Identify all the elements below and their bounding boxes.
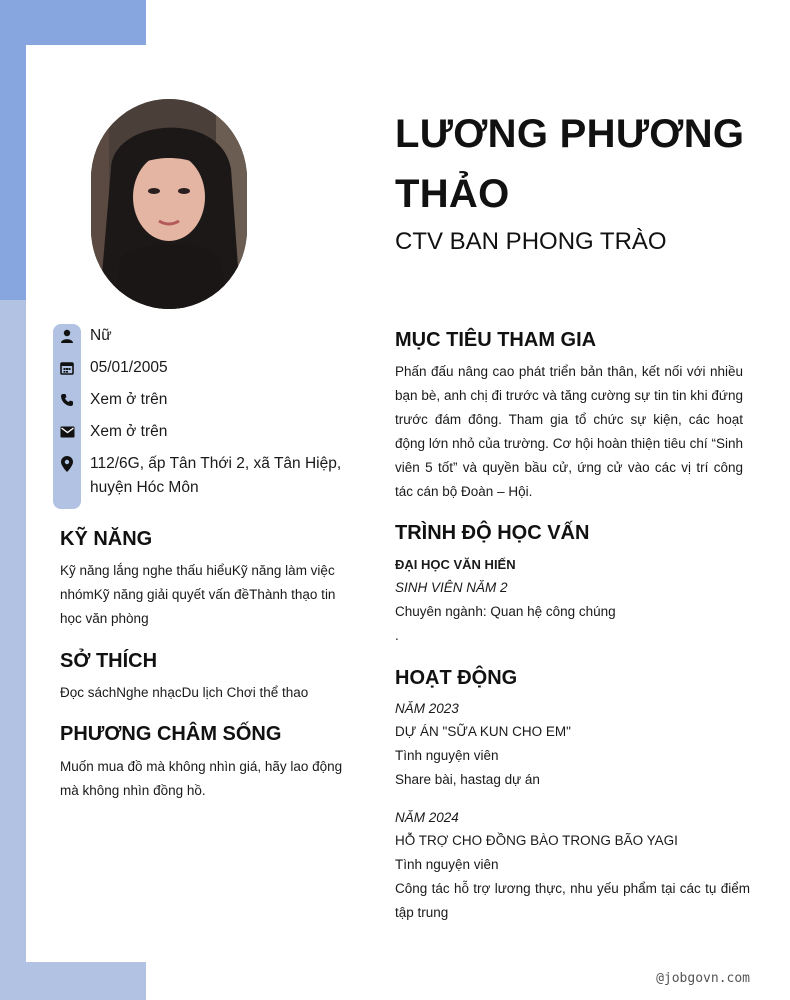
motto-title: PHƯƠNG CHÂM SỐNG [60, 723, 282, 745]
profile-photo [91, 99, 247, 309]
user-icon [58, 324, 76, 348]
phone-icon [58, 388, 76, 412]
calendar-icon [58, 356, 76, 380]
contact-email: Xem ở trên [58, 420, 360, 444]
activities-title: HOẠT ĐỘNG [395, 667, 518, 689]
contact-phone: Xem ở trên [58, 388, 360, 412]
activity-name: HỖ TRỢ CHO ĐỒNG BÀO TRONG BÃO YAGI [395, 833, 678, 848]
contact-gender: Nữ [58, 324, 360, 348]
education-school: ĐẠI HỌC VĂN HIẾN [395, 557, 516, 572]
activity-position: Tình nguyện viên [395, 857, 499, 872]
education-year: SINH VIÊN NĂM 2 [395, 580, 508, 595]
activity-year: NĂM 2024 [395, 810, 459, 825]
skills-text: Kỹ năng lắng nghe thấu hiểuKỹ năng làm việc nhómKỹ năng giải quyết vấn đềThành thạo tin học văn phòng [60, 563, 336, 626]
contact-birthday: 05/01/2005 [58, 356, 360, 380]
motto-text: Muốn mua đồ mà không nhìn giá, hãy lao động mà không nhìn đồng hồ. [60, 759, 343, 798]
activity-position: Tình nguyện viên [395, 748, 499, 763]
activity-name: DỰ ÁN "SỮA KUN CHO EM" [395, 724, 571, 739]
mail-icon [58, 420, 76, 444]
activity-description: Share bài, hastag dự án [395, 772, 540, 787]
education-major: Chuyên ngành: Quan hệ công chúng [395, 604, 616, 619]
candidate-role: CTV BAN PHONG TRÀO [395, 228, 667, 255]
hobbies-title: SỞ THÍCH [60, 650, 158, 672]
hobbies-text: Đọc sáchNghe nhạcDu lịch Chơi thể thao [60, 685, 309, 700]
contact-address: 112/6G, ấp Tân Thới 2, xã Tân Hiệp, huyện Hóc Môn [58, 452, 360, 500]
education-note: . [395, 628, 399, 643]
education-title: TRÌNH ĐỘ HỌC VẤN [395, 522, 590, 544]
activity-year: NĂM 2023 [395, 701, 459, 716]
footer-watermark: @jobgovn.com [656, 971, 750, 986]
skills-title: KỸ NĂNG [60, 528, 153, 550]
objective-title: MỤC TIÊU THAM GIA [395, 329, 597, 351]
candidate-name: LƯƠNG PHƯƠNG THẢO [395, 112, 745, 216]
objective-text: Phấn đấu nâng cao phát triển bản thân, kết nối với nhiều bạn bè, anh chị đi trước và tăng cường sự tin tin khi đứng trước đám đông. Tham gia tổ chức sự kiện, các hoạt động lớn nhỏ của trường. Cơ hội hoàn thiện tiêu chí “Sinh viên 5 tốt” và quyền bầu cử, ứng cử vào các vị trí công tác cán bộ Đoàn – Hội. [395, 364, 743, 499]
location-icon [58, 452, 76, 476]
activity-description: Công tác hỗ trợ lương thực, nhu yếu phẩm tại các tụ điểm tập trung [395, 881, 750, 920]
